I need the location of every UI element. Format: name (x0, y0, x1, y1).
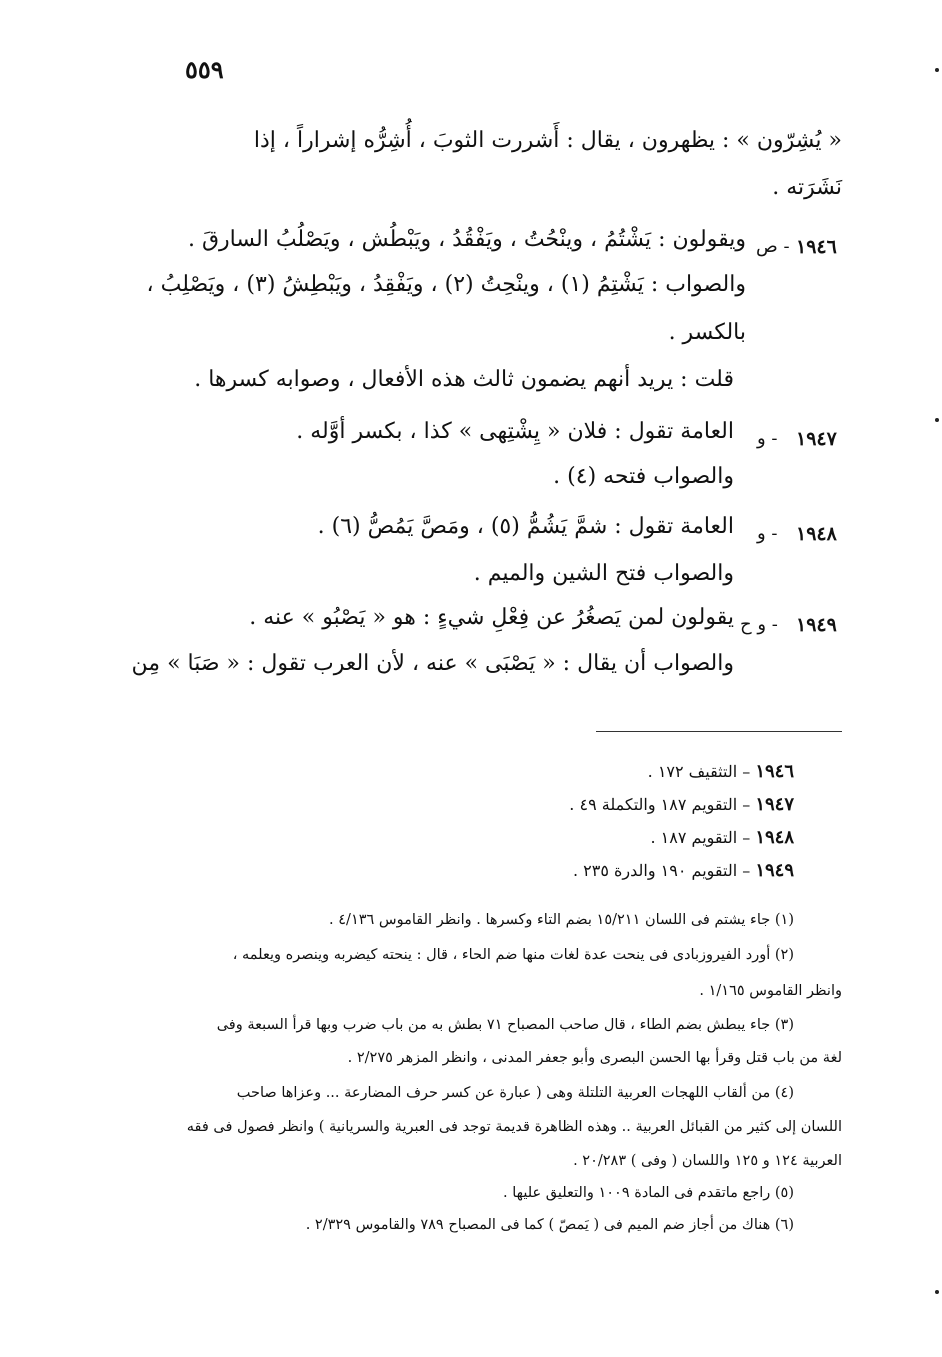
footnote-6: (٦) هناك من أجاز ضم الميم فى ( يَمصّ ) كما فى المصباح ٧٨٩ والقاموس ٢/٣٢٩ . (305, 1217, 794, 1233)
entry-1946-line-2: والصواب : يَشْتِمُ (١) ، وينْحِتُ (٢) ، ويَفْقِدُ ، ويَبْطِشُ (٣) ، ويَصْلِبُ ، (146, 272, 746, 297)
source-ref-number: ١٩٤٧ (755, 794, 794, 815)
entry-1947-line-2: والصواب فتحه (٤) . (553, 464, 734, 489)
footnote-3-line-1: (٣) جاء يبطش بضم الطاء ، قال صاحب المصباح ٧١ بطش به من باب ضرب وبها قرأ السبعة وفى (216, 1017, 794, 1033)
source-ref-number: ١٩٤٩ (755, 860, 794, 881)
source-ref-text: – التقويم ١٨٧ . (650, 828, 751, 847)
entry-1948-code: - و (757, 523, 778, 544)
entry-1946-number: ١٩٤٦ (796, 236, 837, 258)
source-ref-number: ١٩٤٦ (755, 761, 794, 782)
footnote-4-line-3: العربية ١٢٤ و ١٢٥ واللسان ( وفى ) ٢٠/٢٨٣ . (573, 1153, 842, 1169)
source-ref-1946 (648, 761, 794, 782)
footnote-2-line-1: (٢) أورد الفيروزبادى فى ينحت عدة لغات منها ضم الحاء ، قال : ينحته كيضربه وينصره ويعلمه ، (232, 947, 794, 963)
page-number: ٥٥٩ (185, 55, 224, 84)
entry-1946-line-3: بالكسر . (668, 320, 746, 345)
scan-speck (935, 68, 939, 72)
footnote-3-line-2: لغة من باب قتل وقرأ بها الحسن البصرى وأبو جعفر المدنى ، وانظر المزهر ٢/٢٧٥ . (347, 1050, 842, 1066)
entry-1946-line-4: قلت : يريد أنهم يضمون ثالث هذه الأفعال ، وصوابه كسرها . (194, 367, 734, 392)
footnote-4-line-2: اللسان إلى كثير من القبائل العربية .. وهذه الظاهرة قديمة توجد فى العبرية والسريانية ) وانظر فصول فى فقه (186, 1119, 842, 1135)
source-ref-1947 (569, 794, 794, 815)
intro-line-2: نَشَرَته . (772, 175, 842, 200)
entry-1949-code: - و ح (740, 614, 778, 635)
entry-1947-code: - و (757, 428, 778, 449)
footnote-1: (١) جاء يشتم فى اللسان ١٥/٢١١ بضم التاء وكسرها . وانظر القاموس ٤/١٣٦ . (329, 912, 794, 928)
source-ref-text: – التقويم ١٩٠ والدرة ٢٣٥ . (572, 861, 751, 880)
intro-line-1: « يُشِرّون » : يظهرون ، يقال : أَشررت الثوبَ ، أُشِرُّه إشراراً ، إذا (253, 128, 842, 153)
scan-speck (935, 418, 939, 422)
entry-1947-line-1: العامة تقول : فلان « يِشْتِهى » كذا ، بكسر أوَّله . (296, 419, 734, 444)
source-ref-text: – التقويم ١٨٧ والتكملة ٤٩ . (569, 795, 751, 814)
entry-1948-line-2: والصواب فتح الشين والميم . (473, 561, 734, 586)
footnote-separator (596, 731, 842, 732)
entry-1948-line-1: العامة تقول : شمَّ يَشُمُّ (٥) ، ومَصَّ يَمُصُّ (٦) . (317, 514, 734, 539)
entry-1949-line-1: يقولون لمن يَصغُرُ عن فِعْلِ شيءٍ : هو « يَصْبُو » عنه . (249, 605, 734, 630)
entry-1946-line-1: ويقولون : يَشْتُمُ ، وينْحُتُ ، ويَفْقُدُ ، ويَبْطُش ، ويَصْلُبُ السارقَ . (188, 227, 746, 252)
entry-1949-number: ١٩٤٩ (796, 614, 837, 636)
source-ref-number: ١٩٤٨ (755, 827, 794, 848)
source-ref-1948 (651, 827, 795, 848)
entry-1947-number: ١٩٤٧ (796, 428, 837, 450)
source-ref-1949 (573, 860, 794, 881)
scan-speck (935, 1290, 939, 1294)
footnote-5: (٥) راجع ماتقدم فى المادة ١٠٠٩ والتعليق عليها . (503, 1185, 794, 1201)
entry-1949-line-2: والصواب أن يقال : « يَصْبَى » عنه ، لأن العرب تقول : « صَبَا » مِن (131, 651, 734, 676)
entry-1948-number: ١٩٤٨ (796, 523, 837, 545)
entry-1946-code: - ص (756, 236, 790, 257)
footnote-2-line-2: وانظر القاموس ١/١٦٥ . (699, 983, 842, 999)
source-ref-text: – التثقيف ١٧٢ . (647, 762, 751, 781)
footnote-4-line-1: (٤) من ألقاب اللهجات العربية التلتلة وهى ( عبارة عن كسر حرف المضارعة ... وعزاها صاحب (236, 1085, 794, 1101)
